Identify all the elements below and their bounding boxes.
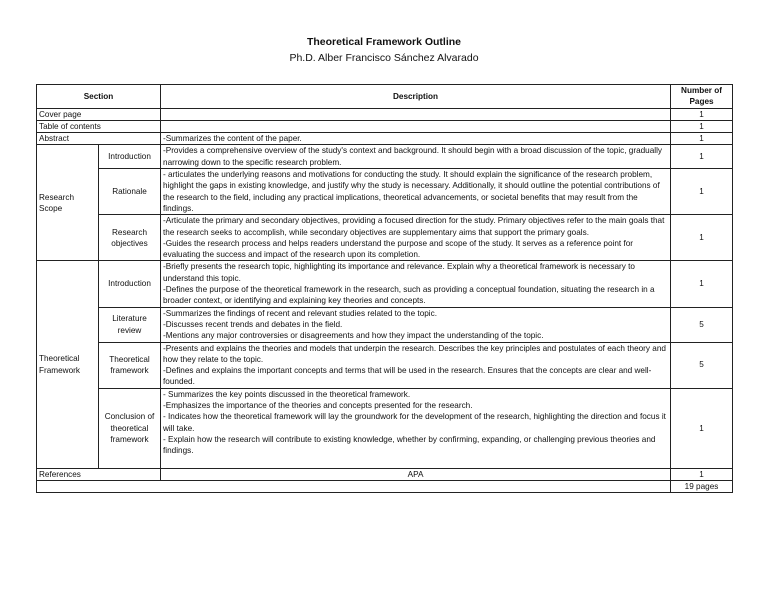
description-line: -Guides the research process and helps readers understand the purpose and scope of the study. It serves as a reference point for evaluating the success and impact of the research upon its completion. [163, 238, 634, 260]
description-line: -Presents and explains the theories and models that underpin the research. Describes the key principles and postulates of each theory and how they relate to the topic. [163, 343, 666, 364]
document-author: Ph.D. Alber Francisco Sánchez Alvarado [289, 52, 479, 64]
pages-cell: 1 [671, 120, 733, 132]
description-cell [161, 145, 671, 169]
description-line: - articulates the underlying reasons and motivations for conducting the study. It should explain the significance of the research problem, highlight the gaps in existing knowledge, and justify why the study is necessary. Additionally, it should outline the potential contributions of the research to the field, including any practical implications, theoretical advancements, or societal benefits that may result from the findings. [163, 170, 660, 213]
description-cell [161, 108, 671, 120]
table-row-rs-introduction [37, 145, 733, 169]
pages-cell: 1 [671, 388, 733, 468]
description-line: -Provides a comprehensive overview of the study's context and background. It should begin with a broad discussion of the topic, gradually narrowing down to the specific research problem. [163, 146, 663, 167]
pages-cell: 1 [671, 261, 733, 307]
pages-cell: 1 [671, 108, 733, 120]
table-row-rs-rationale [37, 169, 733, 215]
document-title: Theoretical Framework Outline [306, 36, 462, 48]
description-cell [161, 215, 671, 261]
subsection-introduction: Introduction [99, 261, 161, 307]
description-line: - Indicates how the theoretical framework will lay the groundwork for the development of the research, highlighting the direction and focus it will take. [163, 412, 666, 433]
table-row-tf-theoretical-framework [37, 342, 733, 388]
table-row-abstract [37, 133, 733, 145]
description-line: - Explain how the research will contribute to existing knowledge, whether by confirming, expanding, or challenging previous theories and findings. [163, 434, 656, 456]
description-line: -Discusses recent trends and debates in the field. [163, 319, 343, 329]
description-cell: -Summarizes the content of the paper. [161, 133, 671, 145]
pages-cell: 1 [671, 169, 733, 215]
subsection-conclusion: Conclusion of theoretical framework [99, 388, 161, 468]
table-row-rs-objectives [37, 215, 733, 261]
description-line: -Defines the purpose of the theoretical framework in the research, such as providing a conceptual foundation, situating the research in a broader context, or identifying and explaining key theories and concepts. [163, 285, 655, 306]
section-research-scope: Research Scope [37, 145, 99, 261]
table-row-total [37, 481, 733, 493]
description-cell [161, 261, 671, 307]
section-theoretical-framework: Theoretical Framework [37, 261, 99, 468]
description-line: -Emphasizes the importance of the theories and concepts presented for the research. [163, 401, 473, 411]
column-header-description: Description [161, 85, 671, 109]
table-row-toc [37, 120, 733, 132]
column-header-pages: Number of Pages [671, 85, 733, 109]
subsection-introduction: Introduction [99, 145, 161, 169]
pages-cell: 1 [671, 133, 733, 145]
section-cover-page: Cover page [37, 108, 161, 120]
subsection-rationale: Rationale [99, 169, 161, 215]
table-row-tf-literature-review [37, 307, 733, 342]
table-row-tf-introduction [37, 261, 733, 307]
description-cell [161, 342, 671, 388]
table-row-references [37, 468, 733, 480]
pages-cell: 5 [671, 307, 733, 342]
section-references: References [37, 468, 161, 480]
subsection-literature-review: Literature review [99, 307, 161, 342]
total-pages: 19 pages [671, 481, 733, 493]
description-line: - Summarizes the key points discussed in the theoretical framework. [163, 389, 411, 399]
outline-table [36, 84, 733, 493]
pages-cell: 1 [671, 468, 733, 480]
description-cell [161, 307, 671, 342]
description-line: -Summarizes the findings of recent and relevant studies related to the topic. [163, 308, 437, 318]
section-abstract: Abstract [37, 133, 161, 145]
pages-cell: 1 [671, 215, 733, 261]
description-cell [161, 169, 671, 215]
table-header-row [37, 85, 733, 109]
description-cell [161, 388, 671, 468]
description-line: -Briefly presents the research topic, highlighting its importance and relevance. Explain why a theoretical framework is necessary to understand this topic. [163, 262, 635, 283]
description-cell [161, 120, 671, 132]
section-table-of-contents: Table of contents [37, 120, 161, 132]
description-line: -Mentions any major controversies or disagreements and how they impact the understanding of the topic. [163, 331, 544, 341]
subsection-theoretical-framework: Theoretical framework [99, 342, 161, 388]
total-spacer [37, 481, 671, 493]
description-line: -Defines and explains the important concepts and terms that will be used in the research. Ensures that the concepts are clear and well-founded. [163, 366, 652, 387]
pages-cell: 5 [671, 342, 733, 388]
column-header-section: Section [37, 85, 161, 109]
table-row-tf-conclusion [37, 388, 733, 468]
pages-cell: 1 [671, 145, 733, 169]
description-line: -Articulate the primary and secondary objectives, providing a focused direction for the study. Primary objectives refer to the main goals that the research seeks to accomplish, while secondary objectives are supplementary aims that support the primary goals. [163, 216, 665, 237]
table-row-cover [37, 108, 733, 120]
subsection-research-objectives: Research objectives [99, 215, 161, 261]
description-cell: APA [161, 468, 671, 480]
